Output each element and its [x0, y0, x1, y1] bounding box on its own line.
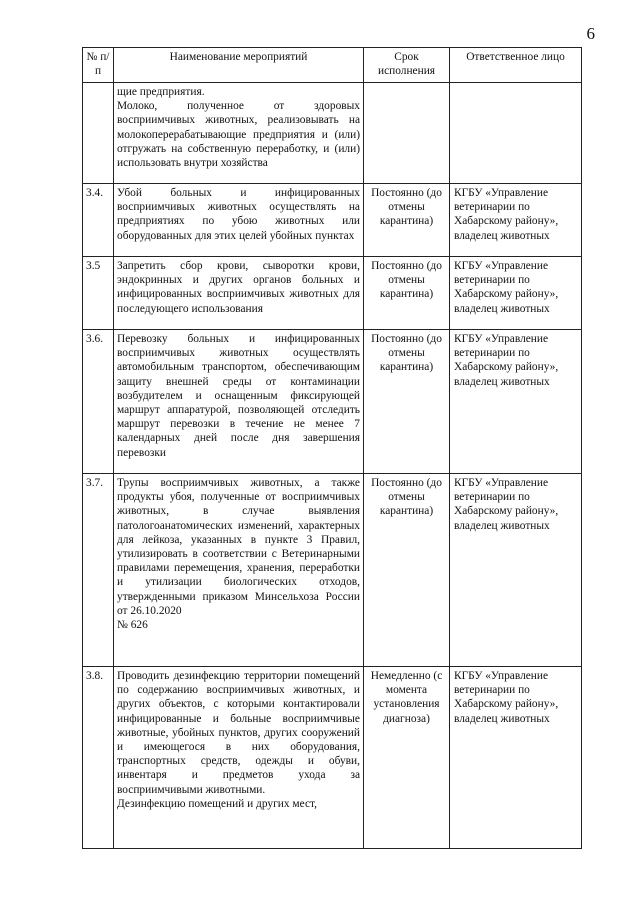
header-name: Наименование мероприятий — [114, 48, 364, 83]
measures-table — [82, 47, 582, 849]
page-number: 6 — [586, 24, 595, 43]
row-number: 3.6. — [83, 330, 114, 474]
table-row — [83, 83, 582, 184]
row-responsible: КГБУ «Управление ветеринарии по Хабарскому району», владелец животных — [450, 330, 582, 474]
row-term: Постоянно (до отмены карантина) — [364, 184, 450, 257]
row-number: 3.5 — [83, 257, 114, 330]
description-text: Проводить дезинфекцию территории помещений по содержанию восприимчивых животных, и других объектов, с которыми контактировали инфицированные и больные восприимчивые животные, убойных пунктов, других сооружений и имеющегося в них оборудования, транспортных средств, одежды и обуви, инвентаря и предметов ухода за восприимчивыми животными. Дезинфекцию помещений и других мест, — [117, 670, 360, 810]
row-term: Постоянно (до отмены карантина) — [364, 474, 450, 667]
table-row — [83, 257, 582, 330]
row-number: 3.8. — [83, 667, 114, 849]
row-responsible: КГБУ «Управление ветеринарии по Хабарскому району», владелец животных — [450, 184, 582, 257]
row-responsible: КГБУ «Управление ветеринарии по Хабарскому району», владелец животных — [450, 257, 582, 330]
description-text: Трупы восприимчивых животных, а также продукты убоя, полученные от восприимчивых животных, в случае выявления патологоанатомических изменений, характерных для лейкоза, указанных в пункте 3 Правил, утилизировать в соответствии с Ветеринарными правилами перемещения, хранения, переработки и утилизации биологических отходов, утвержденными приказом Минсельхоза России от 26.10.2020 № 626 — [117, 477, 360, 632]
row-description: Запретить сбор крови, сыворотки крови, эндокринных и других органов больных и инфицированных восприимчивых животных для последующего использования — [114, 257, 364, 330]
description-text: щие предприятия. Молоко, полученное от здоровых восприимчивых животных, реализовывать на молокоперерабатывающие предприятия и (или) отгружать на собственную переработку, и (или) использовать внутри хозяйства — [117, 86, 360, 170]
row-term: Постоянно (до отмены карантина) — [364, 330, 450, 474]
row-term — [364, 83, 450, 184]
row-description — [114, 474, 364, 667]
row-description — [114, 83, 364, 184]
row-term: Немедленно (с момента установления диагноза) — [364, 667, 450, 849]
row-number: 3.7. — [83, 474, 114, 667]
row-number: 3.4. — [83, 184, 114, 257]
table-row — [83, 330, 582, 474]
row-responsible: КГБУ «Управление ветеринарии по Хабарскому району», владелец животных — [450, 667, 582, 849]
table-row — [83, 667, 582, 849]
table-row — [83, 184, 582, 257]
row-description: Убой больных и инфицированных восприимчивых животных осуществлять на предприятиях по убою животных или оборудованных для этих целей убойных пунктах — [114, 184, 364, 257]
row-responsible — [450, 83, 582, 184]
header-responsible: Ответственное лицо — [450, 48, 582, 83]
row-term: Постоянно (до отмены карантина) — [364, 257, 450, 330]
header-num: № п/п — [83, 48, 114, 83]
header-term: Срок исполнения — [364, 48, 450, 83]
row-responsible: КГБУ «Управление ветеринарии по Хабарскому району», владелец животных — [450, 474, 582, 667]
row-description — [114, 667, 364, 849]
table-row — [83, 474, 582, 667]
row-number — [83, 83, 114, 184]
row-description: Перевозку больных и инфицированных восприимчивых животных осуществлять автомобильным транспортом, обеспечивающим защиту внешней среды от контаминации возбудителем и оснащенным фиксирующей маршрут аппаратурой, позволяющей отследить маршрут перевозки в течение не менее 7 календарных дней после дня завершения перевозки — [114, 330, 364, 474]
table-header-row — [83, 48, 582, 83]
